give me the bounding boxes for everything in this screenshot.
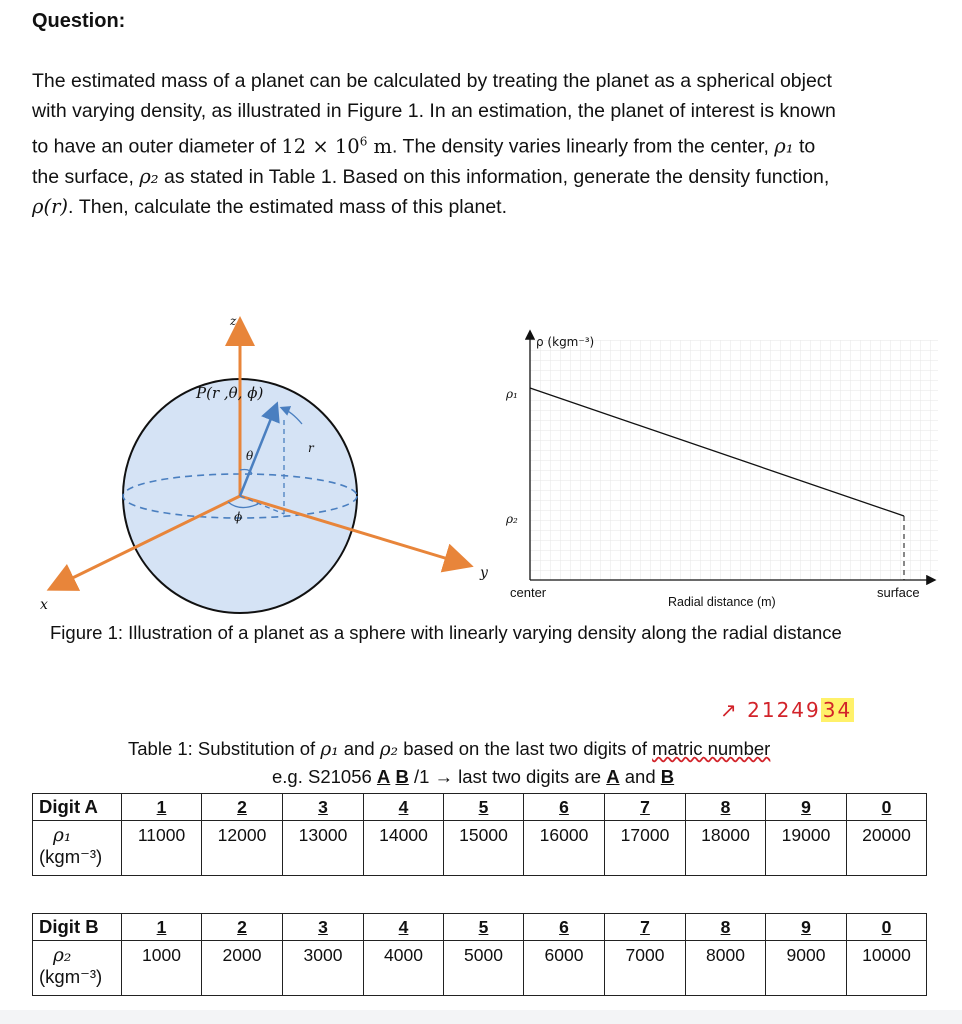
point-label: P(r ,θ, ϕ) [196, 384, 264, 402]
digit-b-cell: 8 [686, 914, 766, 941]
para-line-3: to have an outer diameter of $12 \times 10^6$ m. The density varies linearly from the center, ρ₁ to [32, 134, 816, 158]
graph-x-label: Radial distance (m) [668, 595, 776, 609]
digit-a-cell: 1 [122, 794, 202, 821]
graph-center-label: center [510, 585, 547, 600]
digit-a-cell: 2 [202, 794, 283, 821]
digit-a-row [33, 794, 927, 821]
digit-a-cell: 4 [364, 794, 444, 821]
rho2-value-cell: 8000 [686, 941, 766, 996]
digit-b-cell: 2 [202, 914, 283, 941]
digit-b-cell: 0 [847, 914, 927, 941]
rho2-value-cell: 2000 [202, 941, 283, 996]
digit-a-cell: 9 [766, 794, 847, 821]
question-paragraph [32, 66, 944, 222]
rho1-value-cell: 11000 [122, 821, 202, 876]
r-label: r [308, 441, 314, 455]
digit-b-cell: 7 [605, 914, 686, 941]
digit-b-cell: 9 [766, 914, 847, 941]
graph-rho1-label: ρ₁ [506, 387, 518, 401]
x-axis-label: x [40, 597, 48, 613]
diameter-value: $12 \times 10^6$ m [281, 134, 393, 158]
digit-b-cell: 3 [283, 914, 364, 941]
rho1-value-cell: 15000 [444, 821, 524, 876]
figure-caption: Figure 1: Illustration of a planet as a sphere with linearly varying density along the radial distance [50, 622, 842, 643]
rho1-header: ρ₁ (kgm⁻³) [33, 821, 122, 876]
table-digit-a [32, 793, 927, 876]
digit-b-cell: 6 [524, 914, 605, 941]
rho1-row [33, 821, 927, 876]
digit-a-cell: 5 [444, 794, 524, 821]
digit-b-row [33, 914, 927, 941]
digit-b-header: Digit B [33, 914, 122, 941]
rho1-value-cell: 18000 [686, 821, 766, 876]
graph-rho2-label: ρ₂ [506, 512, 518, 526]
rho2-header: ρ₂ (kgm⁻³) [33, 941, 122, 996]
rho1-value-cell: 14000 [364, 821, 444, 876]
graph-surface-label: surface [877, 585, 920, 600]
digit-b-cell: 4 [364, 914, 444, 941]
y-axis-label: y [480, 565, 488, 581]
phi-label: ϕ [234, 510, 243, 524]
graph-grid [530, 340, 938, 580]
table-digit-b [32, 913, 927, 996]
digit-a-cell: 3 [283, 794, 364, 821]
rho2-value-cell: 3000 [283, 941, 364, 996]
rho1-value-cell: 20000 [847, 821, 927, 876]
graph-y-label: ρ (kgm⁻³) [536, 335, 595, 349]
rho2-value-cell: 1000 [122, 941, 202, 996]
table-title-line-1: Table 1: Substitution of ρ₁ and ρ₂ based on the last two digits of matric number [128, 738, 771, 760]
pencil-note-icon: ↗ [720, 698, 739, 722]
digit-a-cell: 7 [605, 794, 686, 821]
rho1-value-cell: 16000 [524, 821, 605, 876]
digit-a-cell: 8 [686, 794, 766, 821]
density-graph [505, 332, 938, 609]
rho2-value-cell: 4000 [364, 941, 444, 996]
digit-a-cell: 0 [847, 794, 927, 821]
page-bottom-strip [0, 1010, 962, 1024]
rho2-value-cell: 5000 [444, 941, 524, 996]
question-heading: Question: [32, 10, 126, 32]
figure-1 [0, 300, 962, 620]
digit-b-cell: 1 [122, 914, 202, 941]
para-line-5: ρ(r). Then, calculate the estimated mass of this planet. [32, 194, 507, 218]
handwritten-annotation: ↗ 21249 34 [720, 698, 853, 722]
rho1-value-cell: 12000 [202, 821, 283, 876]
rho2-value-cell: 6000 [524, 941, 605, 996]
rho2-value-cell: 7000 [605, 941, 686, 996]
rho2-value-cell: 10000 [847, 941, 927, 996]
rho1-value-cell: 17000 [605, 821, 686, 876]
z-axis-label: z [230, 314, 237, 328]
theta-label: θ [246, 449, 254, 463]
digit-a-cell: 6 [524, 794, 605, 821]
para-line-2: with varying density, as illustrated in Figure 1. In an estimation, the planet of interest is known [32, 100, 836, 122]
rho2-value-cell: 9000 [766, 941, 847, 996]
rho1-value-cell: 13000 [283, 821, 364, 876]
para-line-1: The estimated mass of a planet can be calculated by treating the planet as a spherical object [32, 70, 832, 92]
highlighted-digits: 34 [822, 698, 853, 722]
para-line-4: the surface, ρ₂ as stated in Table 1. Based on this information, generate the density function, [32, 164, 830, 188]
sphere-diagram [40, 314, 489, 613]
rho2-row [33, 941, 927, 996]
rho1-value-cell: 19000 [766, 821, 847, 876]
table-title-line-2: e.g. S21056 A B /1 → last two digits are A and B [272, 766, 675, 787]
digit-b-cell: 5 [444, 914, 524, 941]
digit-a-header: Digit A [33, 794, 122, 821]
